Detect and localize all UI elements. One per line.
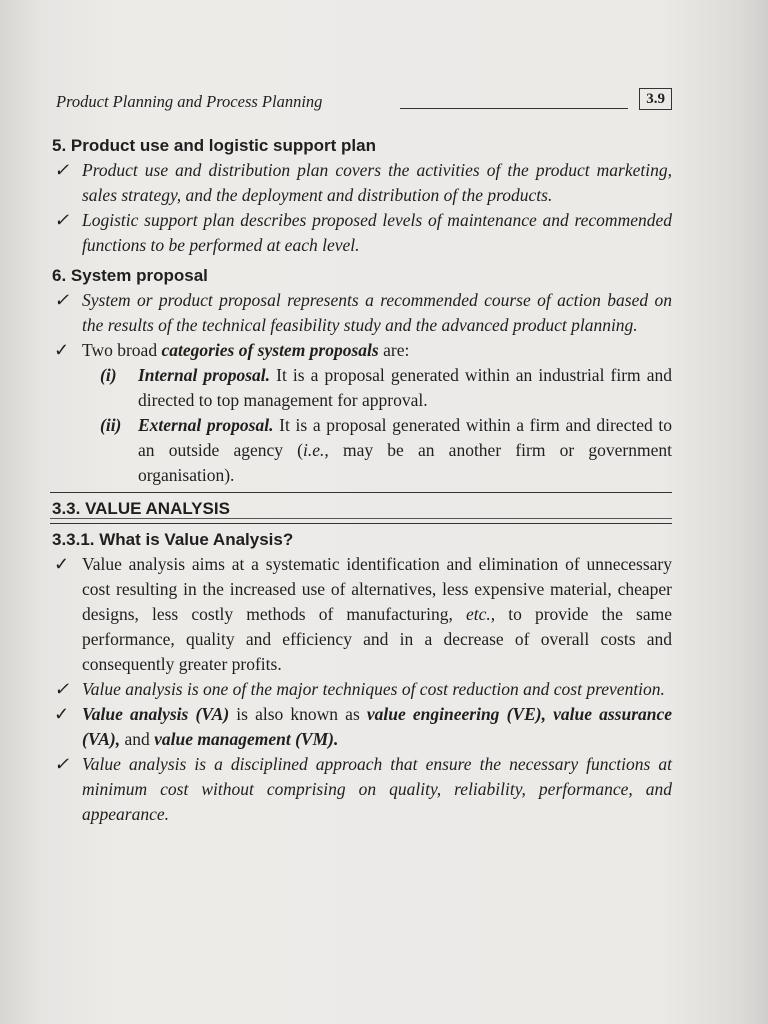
bullet-text: Value analysis aims at a systematic identification and elimination of unnecessary cost resulting in the increased use of alternatives, less expensive material, cheaper designs, less costly methods of manufacturing, (82, 554, 672, 624)
bullet-text: Product use and distribution plan covers the activities of the product marketing, sales strategy, and the deployment and distribution of the products. (82, 160, 672, 205)
sub-item-external-proposal (50, 413, 672, 488)
running-title: Product Planning and Process Planning (56, 92, 323, 111)
section-rule (50, 518, 672, 519)
list-item (50, 702, 672, 752)
subsection-heading: 3.3.1. What is Value Analysis? (52, 530, 294, 549)
bullet-text: Logistic support plan describes proposed levels of maintenance and recommended functions to be performed at each level. (82, 210, 672, 255)
sub-item-title: Internal proposal. (138, 365, 271, 385)
section-band (50, 492, 672, 524)
sub-item-ie: i.e., (303, 440, 329, 460)
term-ve: value engineering (VE), (366, 704, 546, 724)
list-item (50, 288, 672, 338)
checkmark-icon: ✓ (54, 340, 70, 360)
term-vm: value management (VM). (154, 729, 339, 749)
page-content (50, 132, 672, 827)
list-item (50, 552, 672, 677)
term-value-assurance: value assurance (VA), (82, 704, 673, 749)
bullet-text: to provide the same performance, quality and efficiency and in a decrease of overall costs and consequently greater profits. (82, 604, 672, 674)
sub-item-text: It is a proposal generated within an industrial firm and directed to top management for approval. (138, 365, 673, 410)
list-item (50, 158, 672, 208)
sub-item-title: External proposal. (138, 415, 274, 435)
list-item (50, 338, 672, 363)
bullet-text: is also known as (229, 704, 367, 724)
checkmark-icon: ✓ (54, 704, 70, 724)
term-va: Value analysis (VA) (82, 704, 230, 724)
bullet-emphasis: categories of system proposals (161, 340, 379, 360)
sub-item-internal-proposal (50, 363, 672, 413)
bullet-text: and (120, 729, 155, 749)
list-item (50, 677, 672, 702)
sub-item-text: may be an another firm or government organisation). (138, 440, 673, 485)
sub-item-number: (ii) (100, 415, 122, 435)
bullet-text: Value analysis is one of the major techniques of cost reduction and cost prevention. (82, 679, 665, 699)
checkmark-icon: ✓ (54, 679, 70, 699)
checkmark-icon: ✓ (54, 160, 70, 180)
running-header (56, 88, 672, 114)
bullet-text-tail: are: (378, 340, 410, 360)
section-heading-5: 5. Product use and logistic support plan (52, 136, 376, 155)
list-item (50, 208, 672, 258)
checkmark-icon: ✓ (54, 754, 70, 774)
bullet-text-lead: Two broad (82, 340, 162, 360)
sub-item-text: It is a proposal generated within a firm and directed to an outside agency ( (138, 415, 672, 460)
page-number: 3.9 (639, 88, 672, 110)
checkmark-icon: ✓ (54, 210, 70, 230)
checkmark-icon: ✓ (54, 554, 70, 574)
checkmark-icon: ✓ (54, 290, 70, 310)
header-rule (400, 108, 628, 109)
bullet-etc: etc., (465, 604, 496, 624)
bullet-text: Value analysis is a disciplined approach that ensure the necessary functions at minimum cost without comprising on quality, reliability, performance, and appearance. (82, 754, 672, 824)
bullet-text: System or product proposal represents a recommended course of action based on the results of the technical feasibility study and the advanced product planning. (82, 290, 672, 335)
list-item (50, 752, 672, 827)
section-heading-6: 6. System proposal (52, 266, 208, 285)
section-title: 3.3. VALUE ANALYSIS (52, 499, 230, 518)
sub-item-number: (i) (100, 365, 117, 385)
